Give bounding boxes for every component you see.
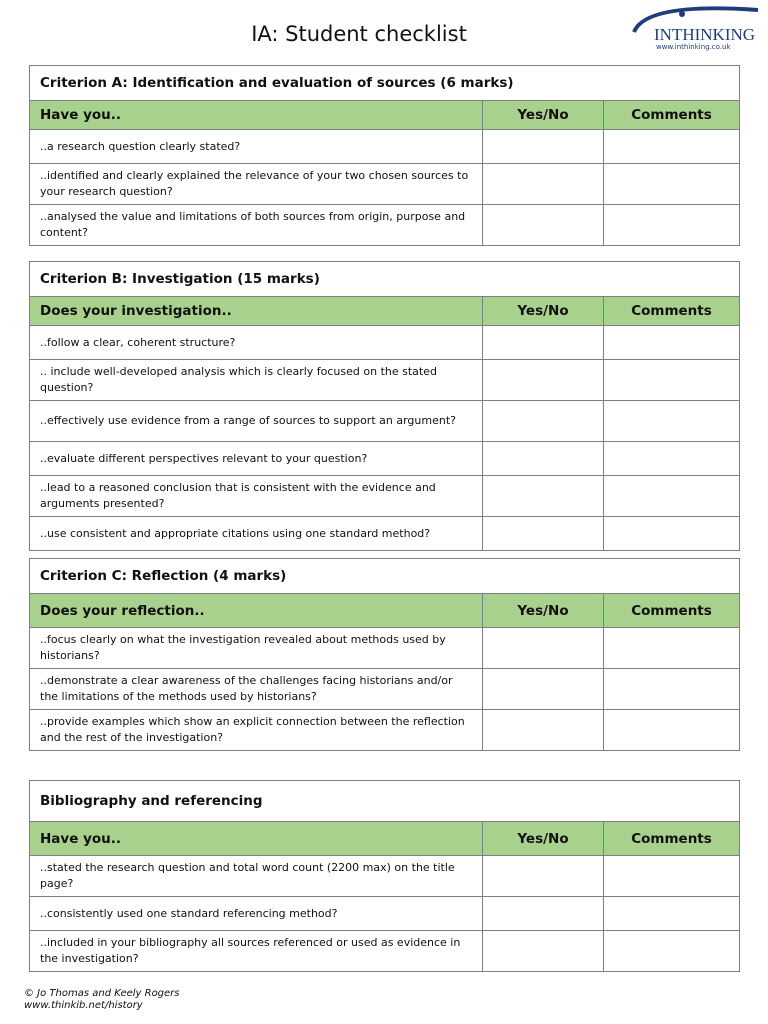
yes-no-cell[interactable] bbox=[483, 517, 604, 551]
criterion-heading: Bibliography and referencing bbox=[30, 781, 740, 822]
comments-cell[interactable] bbox=[604, 931, 740, 972]
checklist-item: ..provide examples which show an explicit connection between the reflection and the rest of the investigation? bbox=[30, 710, 483, 751]
checklist-item: ..follow a clear, coherent structure? bbox=[30, 326, 483, 360]
comments-cell[interactable] bbox=[604, 326, 740, 360]
checklist-item: ..analysed the value and limitations of both sources from origin, purpose and content? bbox=[30, 205, 483, 246]
yes-no-cell[interactable] bbox=[483, 442, 604, 476]
comments-cell[interactable] bbox=[604, 442, 740, 476]
prompt-header: Have you.. bbox=[30, 101, 483, 130]
yes-no-cell[interactable] bbox=[483, 710, 604, 751]
comments-cell[interactable] bbox=[604, 628, 740, 669]
comments-cell[interactable] bbox=[604, 669, 740, 710]
checklist-item: ..use consistent and appropriate citations using one standard method? bbox=[30, 517, 483, 551]
prompt-header: Does your reflection.. bbox=[30, 594, 483, 628]
criterion-heading: Criterion B: Investigation (15 marks) bbox=[30, 262, 740, 297]
bibliography-table bbox=[29, 780, 740, 972]
comments-header: Comments bbox=[604, 822, 740, 856]
comments-cell[interactable] bbox=[604, 164, 740, 205]
svg-text:INTHINKING: INTHINKING bbox=[654, 25, 756, 44]
criterion-heading: Criterion C: Reflection (4 marks) bbox=[30, 559, 740, 594]
comments-cell[interactable] bbox=[604, 401, 740, 442]
checklist-item: ..consistently used one standard referencing method? bbox=[30, 897, 483, 931]
yes-no-header: Yes/No bbox=[483, 822, 604, 856]
yes-no-header: Yes/No bbox=[483, 101, 604, 130]
checklist-item: ..focus clearly on what the investigation revealed about methods used by historians? bbox=[30, 628, 483, 669]
comments-header: Comments bbox=[604, 297, 740, 326]
svg-text:www.inthinking.co.uk: www.inthinking.co.uk bbox=[656, 43, 731, 51]
checklist-item: ..effectively use evidence from a range of sources to support an argument? bbox=[30, 401, 483, 442]
yes-no-cell[interactable] bbox=[483, 931, 604, 972]
criterion-a-table bbox=[29, 65, 740, 246]
comments-cell[interactable] bbox=[604, 517, 740, 551]
checklist-item: ..stated the research question and total word count (2200 max) on the title page? bbox=[30, 856, 483, 897]
footer bbox=[24, 988, 180, 1012]
comments-cell[interactable] bbox=[604, 710, 740, 751]
comments-cell[interactable] bbox=[604, 360, 740, 401]
yes-no-cell[interactable] bbox=[483, 360, 604, 401]
yes-no-cell[interactable] bbox=[483, 897, 604, 931]
yes-no-header: Yes/No bbox=[483, 594, 604, 628]
yes-no-cell[interactable] bbox=[483, 130, 604, 164]
yes-no-cell[interactable] bbox=[483, 164, 604, 205]
comments-header: Comments bbox=[604, 594, 740, 628]
yes-no-cell[interactable] bbox=[483, 326, 604, 360]
page-title: IA: Student checklist bbox=[251, 22, 467, 46]
copyright-text: © Jo Thomas and Keely Rogers bbox=[24, 988, 180, 999]
comments-cell[interactable] bbox=[604, 130, 740, 164]
checklist-item: ..identified and clearly explained the relevance of your two chosen sources to your research question? bbox=[30, 164, 483, 205]
checklist-item: ..evaluate different perspectives relevant to your question? bbox=[30, 442, 483, 476]
yes-no-cell[interactable] bbox=[483, 669, 604, 710]
comments-cell[interactable] bbox=[604, 897, 740, 931]
checklist-item: ..lead to a reasoned conclusion that is consistent with the evidence and arguments presented? bbox=[30, 476, 483, 517]
prompt-header: Does your investigation.. bbox=[30, 297, 483, 326]
yes-no-cell[interactable] bbox=[483, 628, 604, 669]
criterion-c-table bbox=[29, 558, 740, 751]
criterion-b-table bbox=[29, 261, 740, 551]
comments-cell[interactable] bbox=[604, 476, 740, 517]
checklist-item: .. include well-developed analysis which is clearly focused on the stated question? bbox=[30, 360, 483, 401]
inthinking-logo bbox=[626, 2, 766, 52]
footer-url[interactable]: www.thinkib.net/history bbox=[24, 1000, 143, 1011]
yes-no-header: Yes/No bbox=[483, 297, 604, 326]
comments-cell[interactable] bbox=[604, 205, 740, 246]
checklist-item: ..included in your bibliography all sources referenced or used as evidence in the investigation? bbox=[30, 931, 483, 972]
checklist-item: ..demonstrate a clear awareness of the challenges facing historians and/or the limitations of the methods used by historians? bbox=[30, 669, 483, 710]
checklist-item: ..a research question clearly stated? bbox=[30, 130, 483, 164]
yes-no-cell[interactable] bbox=[483, 856, 604, 897]
comments-header: Comments bbox=[604, 101, 740, 130]
criterion-heading: Criterion A: Identification and evaluation of sources (6 marks) bbox=[30, 66, 740, 101]
yes-no-cell[interactable] bbox=[483, 401, 604, 442]
comments-cell[interactable] bbox=[604, 856, 740, 897]
prompt-header: Have you.. bbox=[30, 822, 483, 856]
yes-no-cell[interactable] bbox=[483, 205, 604, 246]
yes-no-cell[interactable] bbox=[483, 476, 604, 517]
